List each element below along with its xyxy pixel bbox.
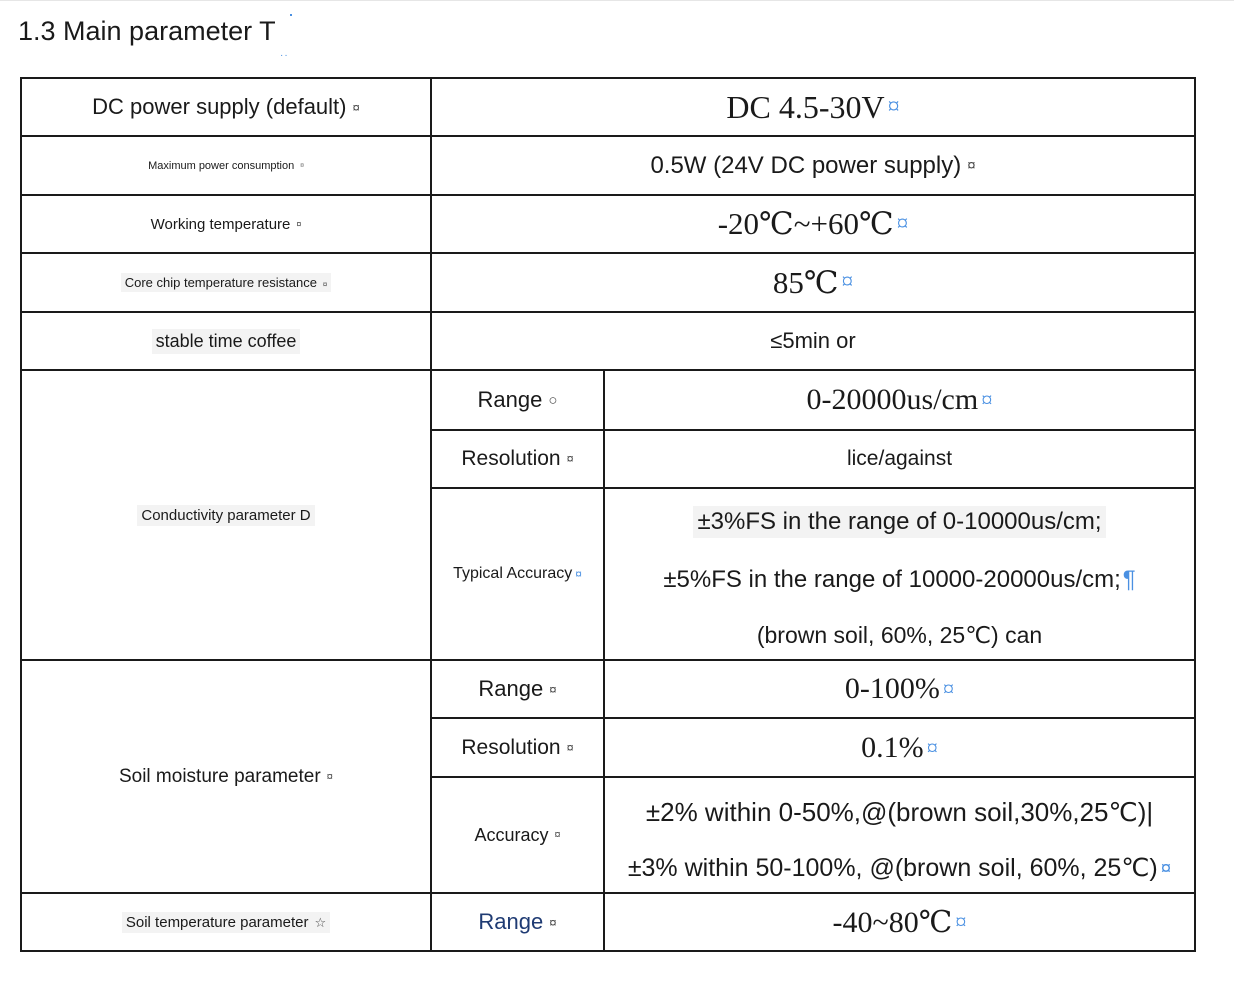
grid-line <box>20 950 1196 952</box>
temperature-range-value: -40~80℃ ¤ <box>832 905 967 939</box>
moisture-accuracy-label: Accuracy ¤ <box>474 824 561 845</box>
conductivity-accuracy-line: ±3%FS in the range of 0-10000us/cm; <box>605 496 1194 548</box>
conductivity-accuracy-line: ±5%FS in the range of 10000-20000us/cm; ¶ <box>663 566 1136 593</box>
param-name-chip-temp: Core chip temperature resistance ¤ <box>22 254 430 311</box>
param-value-dc-power: DC 4.5-30V ¤ <box>726 88 900 125</box>
conductivity-range-value: 0-20000us/cm ¤ <box>806 383 993 416</box>
group-conductivity: Conductivity parameter D <box>22 371 430 659</box>
moisture-range-label: Range ¤ <box>478 676 557 701</box>
param-name-working-temp: Working temperature ¤ <box>150 215 302 233</box>
page-title: 1.3 Main parameter T <box>18 16 276 46</box>
param-name-stable-time: stable time coffee <box>22 313 430 369</box>
param-value-chip-temp: 85℃ ¤ <box>772 264 854 300</box>
param-value-stable-time: ≤5min or <box>770 328 856 353</box>
conductivity-accuracy-label: Typical Accuracy ¤ <box>453 565 582 582</box>
moisture-resolution-value: 0.1% ¤ <box>861 730 938 764</box>
top-rule <box>0 0 1234 1</box>
moisture-accuracy-line: ±2% within 0-50%,@(brown soil,30%,25℃)| <box>645 796 1154 827</box>
moisture-range-value: 0-100% ¤ <box>844 672 955 705</box>
title-format-dots: ·· <box>280 50 289 61</box>
grid-line <box>1194 77 1196 952</box>
group-soil-temperature: Soil temperature parameter ☆ <box>22 894 430 950</box>
conductivity-accuracy-line: (brown soil, 60%, 25℃) can <box>756 621 1043 648</box>
conductivity-resolution-value: lice/against <box>846 447 953 470</box>
title-format-mark <box>290 14 292 16</box>
param-value-max-power: 0.5W (24V DC power supply) ¤ <box>650 151 976 179</box>
conductivity-range-label: Range ○ <box>477 387 558 412</box>
temperature-range-label: Range ¤ <box>478 909 557 934</box>
param-name-max-power: Maximum power consumption ¤ <box>148 159 304 172</box>
param-value-working-temp: -20℃~+60℃ ¤ <box>717 206 909 241</box>
moisture-resolution-label: Resolution ¤ <box>461 735 574 759</box>
param-name-dc-power: DC power supply (default) ¤ <box>92 94 360 119</box>
conductivity-resolution-label: Resolution ¤ <box>461 447 574 470</box>
moisture-accuracy-line: ±3% within 50-100%, @(brown soil, 60%, 25℃) ¤ <box>627 854 1172 882</box>
group-soil-moisture: Soil moisture parameter ¤ <box>118 765 334 787</box>
